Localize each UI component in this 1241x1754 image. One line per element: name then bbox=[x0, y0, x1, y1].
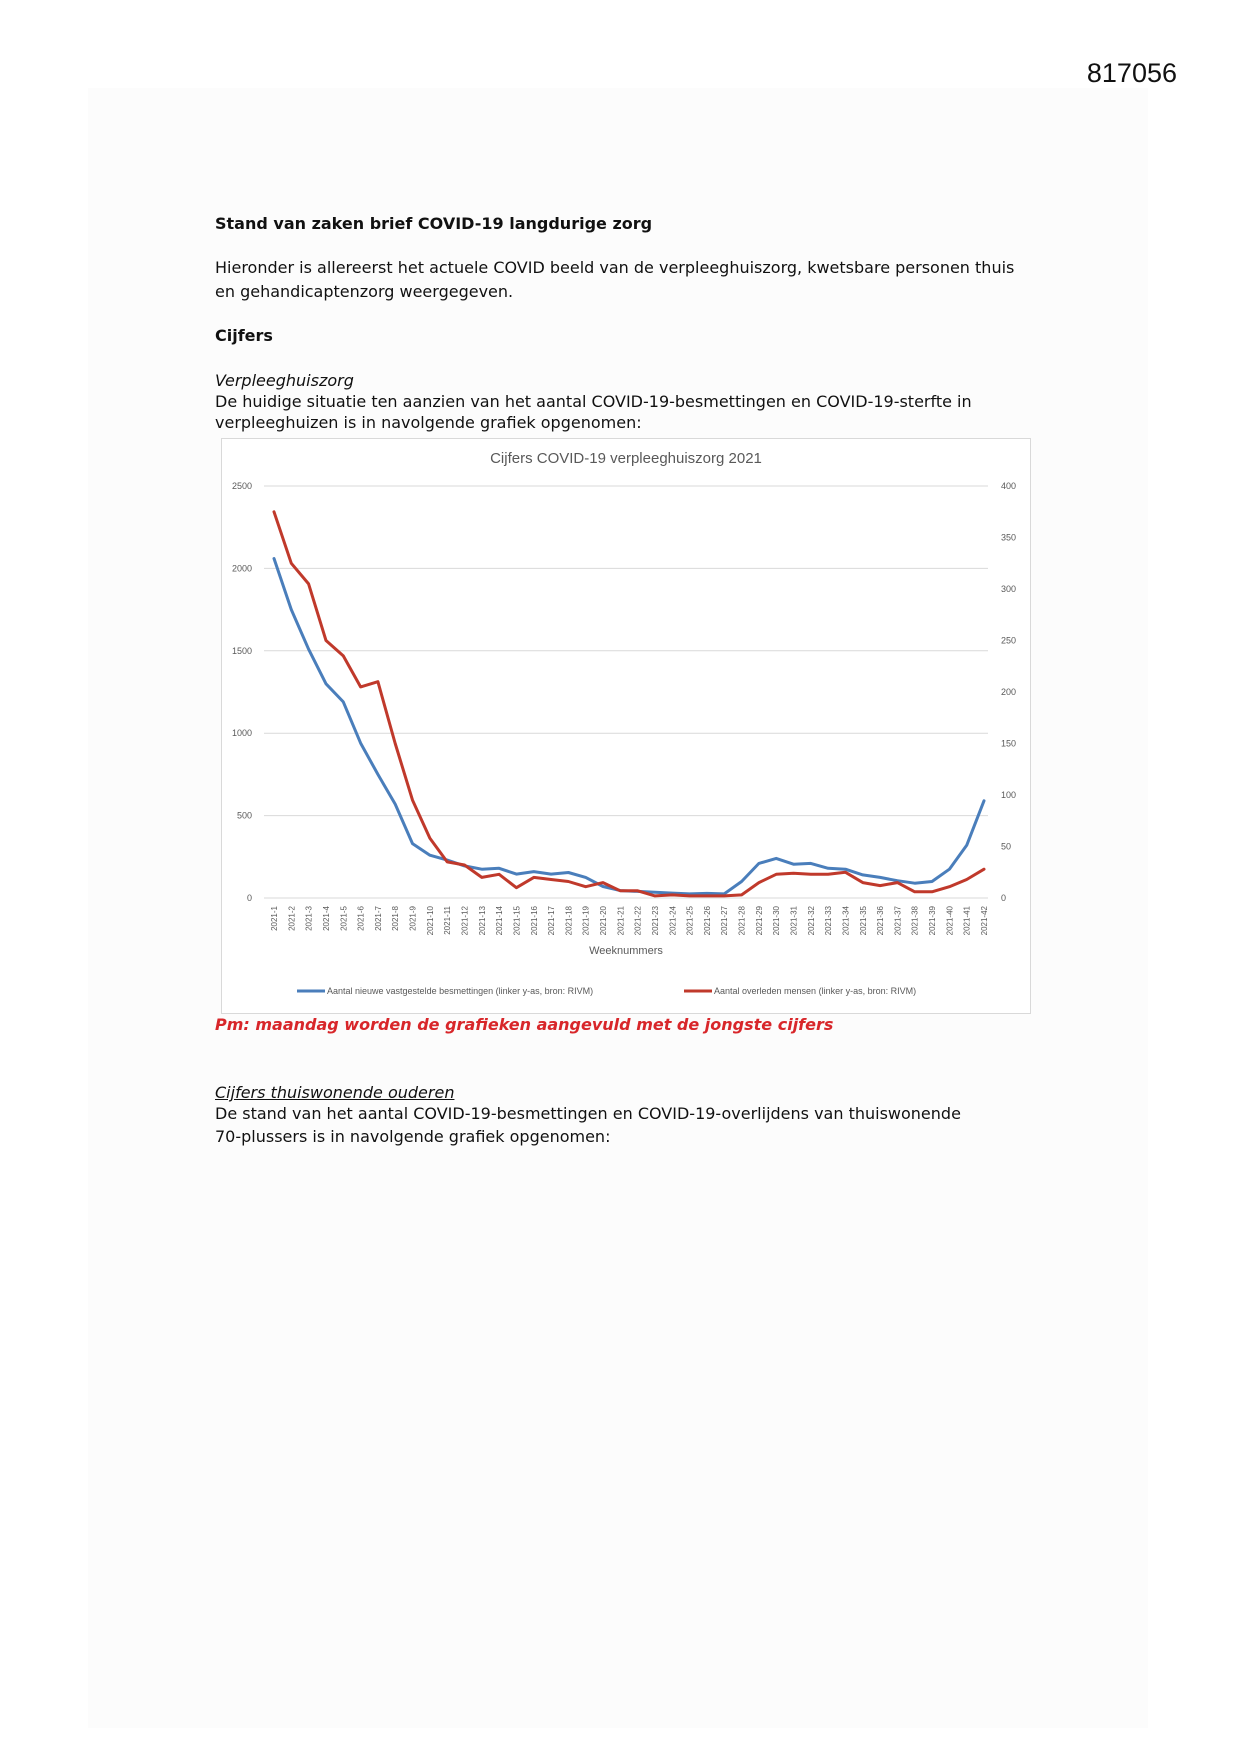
y-right-tick-label: 350 bbox=[1001, 532, 1017, 543]
x-tick-label: 2021-34 bbox=[841, 906, 851, 936]
x-tick-label: 2021-30 bbox=[772, 906, 782, 936]
x-tick-label: 2021-6 bbox=[356, 906, 366, 931]
x-tick-label: 2021-21 bbox=[616, 906, 626, 936]
y-right-tick-label: 200 bbox=[1001, 687, 1017, 697]
subsection2-line-2: 70-plussers is in navolgende grafiek opgenomen: bbox=[215, 1127, 611, 1146]
subsection-line-2: verpleeghuizen is in navolgende grafiek opgenomen: bbox=[215, 413, 642, 432]
x-tick-label: 2021-10 bbox=[425, 906, 435, 936]
intro-line-1: Hieronder is allereerst het actuele COVID beeld van de verpleeghuiszorg, kwetsbare personen thuis bbox=[215, 258, 1015, 277]
x-tick-label: 2021-35 bbox=[858, 906, 868, 936]
y-left-tick-label: 1000 bbox=[231, 728, 252, 739]
x-tick-label: 2021-20 bbox=[599, 906, 609, 936]
x-tick-label: 2021-25 bbox=[685, 906, 695, 936]
y-left-tick-label: 500 bbox=[236, 810, 252, 821]
series-line-overleden bbox=[274, 512, 984, 896]
note-text: Pm: maandag worden de grafieken aangevuld met de jongste cijfers bbox=[215, 1015, 834, 1034]
x-tick-label: 2021-29 bbox=[754, 906, 764, 936]
x-tick-label: 2021-39 bbox=[928, 906, 938, 936]
x-tick-label: 2021-36 bbox=[876, 906, 886, 936]
section-title: Cijfers bbox=[215, 326, 273, 345]
line-chart bbox=[222, 439, 1030, 1013]
legend-label: Aantal nieuwe vastgestelde besmettingen (linker y-as, bron: RIVM) bbox=[327, 986, 594, 996]
legend-label: Aantal overleden mensen (linker y-as, bron: RIVM) bbox=[714, 986, 917, 996]
y-right-tick-label: 0 bbox=[1001, 893, 1007, 903]
x-tick-label: 2021-11 bbox=[443, 906, 453, 935]
x-tick-label: 2021-37 bbox=[893, 906, 903, 936]
subsection-line-1: De huidige situatie ten aanzien van het aantal COVID-19-besmettingen en COVID-19-sterfte in bbox=[215, 392, 972, 411]
x-tick-label: 2021-33 bbox=[824, 906, 834, 936]
y-right-tick-label: 400 bbox=[1001, 481, 1017, 491]
y-right-tick-label: 300 bbox=[1001, 584, 1017, 594]
x-tick-label: 2021-31 bbox=[789, 906, 799, 936]
x-tick-label: 2021-7 bbox=[373, 906, 383, 931]
document-number: 817056 bbox=[1086, 58, 1177, 88]
x-tick-label: 2021-5 bbox=[339, 906, 349, 931]
x-tick-label: 2021-1 bbox=[270, 906, 279, 931]
x-tick-label: 2021-9 bbox=[408, 906, 418, 931]
y-left-tick-label: 2000 bbox=[231, 563, 252, 574]
x-tick-label: 2021-12 bbox=[460, 906, 470, 936]
y-left-tick-label: 0 bbox=[246, 893, 252, 903]
x-tick-label: 2021-8 bbox=[391, 906, 401, 931]
x-tick-label: 2021-26 bbox=[702, 906, 712, 936]
y-right-tick-label: 150 bbox=[1001, 738, 1017, 749]
x-tick-label: 2021-32 bbox=[806, 906, 816, 936]
subsection-title-thuiswonende-ouderen: Cijfers thuiswonende ouderen bbox=[215, 1083, 455, 1102]
y-right-tick-label: 50 bbox=[1001, 841, 1012, 852]
x-tick-label: 2021-13 bbox=[477, 906, 487, 936]
x-tick-label: 2021-4 bbox=[321, 906, 331, 931]
intro-line-2: en gehandicaptenzorg weergegeven. bbox=[215, 282, 514, 301]
subsection-title-verpleeghuiszorg: Verpleeghuiszorg bbox=[215, 371, 354, 390]
chart-container bbox=[221, 438, 1031, 1014]
x-tick-label: 2021-38 bbox=[910, 906, 920, 936]
x-tick-label: 2021-22 bbox=[633, 906, 643, 936]
x-tick-label: 2021-17 bbox=[547, 906, 557, 936]
x-tick-label: 2021-41 bbox=[962, 906, 972, 936]
x-tick-label: 2021-28 bbox=[737, 906, 747, 936]
y-left-tick-label: 2500 bbox=[231, 481, 252, 491]
x-tick-label: 2021-15 bbox=[512, 906, 522, 936]
x-tick-label: 2021-24 bbox=[668, 906, 678, 936]
series-line-besmettingen bbox=[274, 559, 984, 894]
subsection2-line-1: De stand van het aantal COVID-19-besmettingen en COVID-19-overlijdens van thuiswonende bbox=[215, 1104, 961, 1123]
y-left-tick-label: 1500 bbox=[231, 645, 252, 656]
x-tick-label: 2021-2 bbox=[287, 906, 297, 931]
x-tick-label: 2021-14 bbox=[495, 906, 505, 936]
x-tick-label: 2021-23 bbox=[650, 906, 660, 936]
x-tick-label: 2021-3 bbox=[304, 906, 314, 931]
y-right-tick-label: 250 bbox=[1001, 635, 1017, 646]
x-tick-label: 2021-16 bbox=[529, 906, 539, 936]
document-heading: Stand van zaken brief COVID-19 langdurige zorg bbox=[215, 214, 653, 233]
x-tick-label: 2021-40 bbox=[945, 906, 955, 936]
x-tick-label: 2021-42 bbox=[980, 906, 989, 936]
x-tick-label: 2021-19 bbox=[581, 906, 591, 936]
x-tick-label: 2021-27 bbox=[720, 906, 730, 936]
chart-title: Cijfers COVID-19 verpleeghuiszorg 2021 bbox=[490, 450, 762, 467]
y-right-tick-label: 100 bbox=[1001, 790, 1017, 800]
x-tick-label: 2021-18 bbox=[564, 906, 574, 936]
x-axis-label: Weeknummers bbox=[589, 945, 663, 957]
